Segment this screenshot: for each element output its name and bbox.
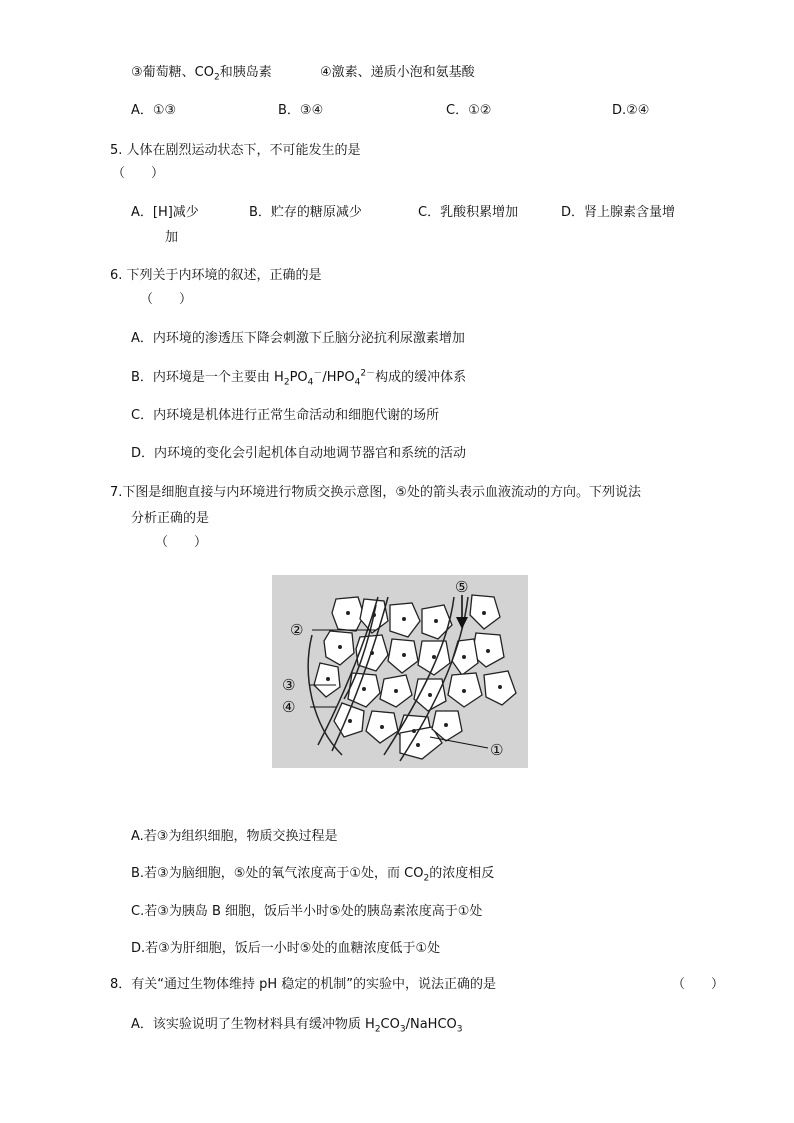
question-6-answer-paren: （ ） — [140, 292, 193, 307]
q7-choice-d: D.若③为肝细胞，饭后一小时⑤处的血糖浓度低于①处 — [131, 941, 441, 956]
choice-a: A．①③ — [131, 103, 177, 118]
q6-choice-a: A．内环境的渗透压下降会刺激下丘脑分泌抗利尿激素增加 — [131, 331, 465, 346]
question-7-stem-line1: 7.下图是细胞直接与内环境进行物质交换示意图，⑤处的箭头表示血液流动的方向。下列说法 — [110, 485, 642, 500]
figure-label-4: ④ — [282, 698, 296, 716]
q7-choice-b: B.若③为脑细胞，⑤处的氧气浓度高于①处，而 $CO_2$的浓度相反 — [131, 866, 495, 884]
cell-tissue-diagram — [272, 575, 528, 768]
q7-choice-c: C.若③为胰岛 B 细胞，饭后半小时⑤处的胰岛素浓度高于①处 — [131, 904, 483, 919]
figure-label-2: ② — [290, 621, 304, 639]
figure-label-3: ③ — [282, 676, 296, 694]
question-8-answer-paren: （ ） — [672, 977, 725, 992]
q6-choice-b: B．内环境是一个主要由 $H_2PO_4^-/HPO_4^{2-}$构成的缓冲体系 — [131, 368, 467, 388]
question-8-stem: 8．有关“通过生物体维持 pH 稳定的机制”的实验中，说法正确的是 — [110, 977, 497, 992]
question-5-stem: 5. 人体在剧烈运动状态下，不可能发生的是 — [110, 143, 361, 158]
q5-choice-d-wrap: 加 — [165, 230, 179, 245]
q6-choice-d: D．内环境的变化会引起机体自动地调节器官和系统的活动 — [131, 446, 467, 461]
q6-choice-c: C．内环境是机体进行正常生命活动和细胞代谢的场所 — [131, 408, 440, 423]
q5-choice-c: C．乳酸积累增加 — [418, 205, 519, 220]
choice-b: B．③④ — [278, 103, 324, 118]
question-7-stem-line2: 分析正确的是 — [131, 511, 210, 526]
question-7-answer-paren: （ ） — [155, 535, 208, 550]
figure-label-5: ⑤ — [455, 578, 469, 596]
q7-choice-a: A.若③为组织细胞，物质交换过程是 — [131, 829, 338, 844]
option-item-4: ④激素、递质小泡和氨基酸 — [320, 65, 475, 80]
q8-choice-a: A．该实验说明了生物材料具有缓冲物质 $H_2CO_3/NaHCO_3$ — [131, 1017, 463, 1035]
option-item-3: ③葡萄糖、$CO_2$和胰岛素 — [131, 65, 272, 83]
choice-c: C．①② — [446, 103, 492, 118]
figure-label-1: ① — [490, 741, 504, 759]
q5-choice-d: D．肾上腺素含量增 — [561, 205, 676, 220]
question-6-stem: 6. 下列关于内环境的叙述，正确的是 — [110, 268, 322, 283]
choice-d: D.②④ — [612, 103, 650, 118]
question-5-answer-paren: （ ） — [112, 166, 165, 181]
q5-choice-b: B．贮存的糖原减少 — [249, 205, 362, 220]
q5-choice-a: A．[H]减少 — [131, 205, 199, 220]
cell-exchange-figure — [272, 575, 528, 768]
